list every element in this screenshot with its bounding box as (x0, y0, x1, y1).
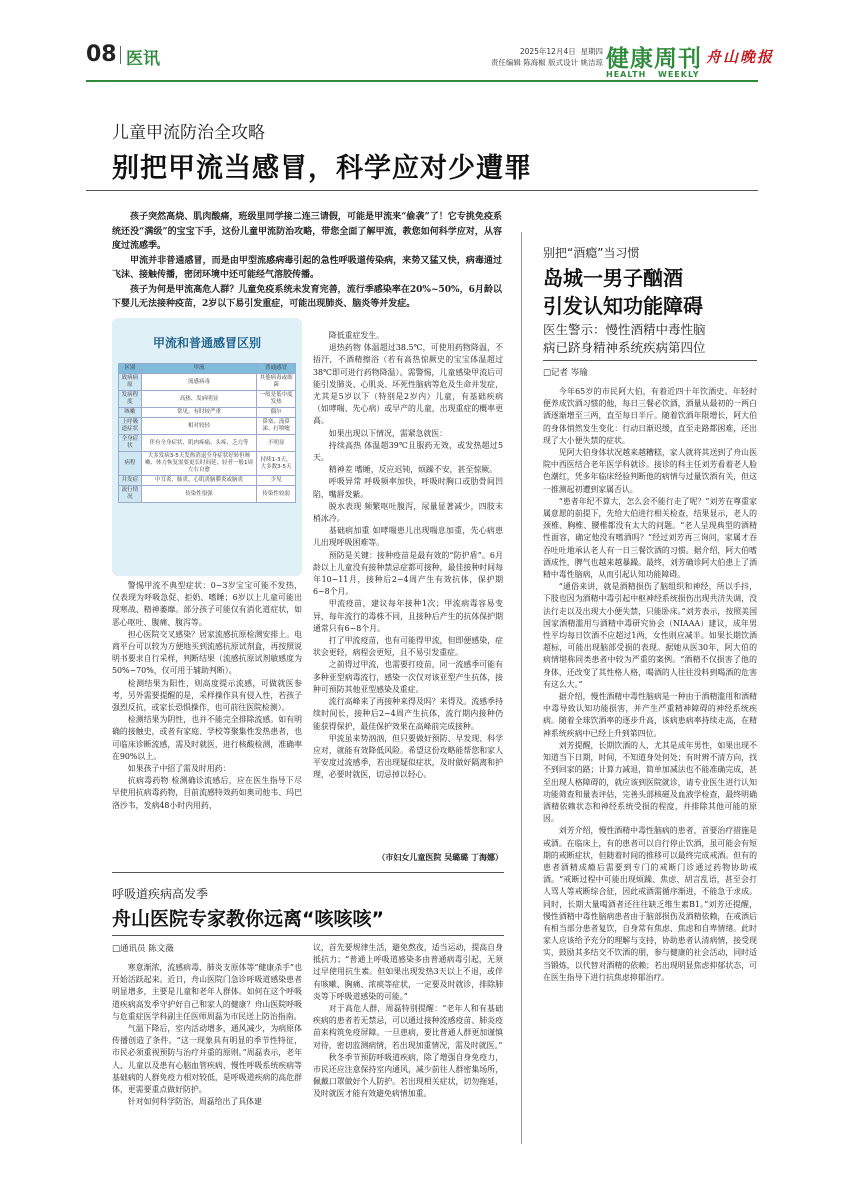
table-row (119, 486, 296, 503)
table-header: 区别 (119, 364, 142, 374)
article3-reporter: □通讯员 陈文薇 (112, 944, 174, 954)
article3-title: 舟山医院专家教你远离“咳咳咳” (112, 908, 384, 930)
table-cell: 上呼吸道症状 (119, 418, 142, 435)
table-cell: 病程 (119, 452, 142, 476)
body-paragraph: 今年65岁的市民阿大伯，有着近四十年饮酒史。年轻时便养成饮酒习惯的他，每日三餐必饮酒，酒量从最初的一两白酒逐渐增至三两，直至每日半斤。随着饮酒年限增长，阿大伯的身体悄然发生变化：行动日渐迟缓，直至走路都困难，还出现了大小便失禁的症状。 (543, 387, 757, 445)
newspaper-logo: 舟山晚报 (706, 48, 775, 66)
editor-credits: 责任编辑 陈海椒 版式设计 姚洁琼 (490, 58, 603, 67)
brand-en-weekly: WEEKLY (658, 70, 700, 79)
body-paragraph: 预防是关键：接种疫苗是最有效的“防护盾”。6月龄以上儿童没有接种禁忌症都可接种，最佳接种时间每年10~11月，接种后2~4周产生有效抗体，保护期6~8个月。 (313, 550, 503, 597)
table-row (119, 418, 296, 435)
article3-kicker: 呼吸道疾病高发季 (112, 887, 209, 901)
table-cell: 相对较轻 (141, 418, 256, 435)
table-cell: 传染性较弱 (257, 486, 296, 503)
table-cell: 全身症状 (119, 435, 142, 452)
brand-title: 健康周刊 (606, 46, 702, 72)
body-paragraph: 寒意渐浓，流感病毒、肺炎支原体等“健康杀手”也开始活跃起来。近日，舟山医院门急诊呼吸道感染患者明显增多，主要是儿童和老年人群体。如何在这个呼吸道疾病高发季守护好自己和家人的健康？舟山医院呼吸与危重症医学科副主任医师周磊为市民送上防治指南。 (112, 963, 302, 1021)
body-paragraph: 甲流疫苗，建议每年接种1次；甲流病毒容易变异，每年流行的毒株不同，且接种后产生的抗体保护期通常只有6~8个月。 (313, 599, 503, 633)
table-row (119, 374, 296, 391)
body-paragraph: 担心医院交叉感染？居家流感抗原检测安排上。电商平台可以较为方便地买到流感抗原试剂盒，再按照说明书要求自行采样，判断结果（流感抗原试剂敏感度为50%~70%，仅可用于辅助判断）。 (112, 629, 302, 676)
body-paragraph: “患者年纪不算大，怎么会不能行走了呢？”刘芳在尊重家属意愿的前提下，先给大伯进行相关检查，结果显示，老人的颈椎、胸椎、腰椎都没有太大的问题。“老人呈现典型的酒精性面容，确定他没有嗜酒吗？”经过刘芳再三询问，家属才吞吞吐吐地承认老人有一日三餐饮酒的习惯。据介绍，阿大伯嗜酒成性，脾气也越来越暴躁。最终，刘芳确诊阿大伯患上了酒精中毒性脑病，从而引起认知功能障碍。 (543, 496, 757, 580)
header-date-line (478, 47, 603, 57)
body-paragraph: 呼吸异常 呼吸频率加快，呼吸时胸口或肋骨间凹陷，嘴唇发紫。 (313, 477, 503, 499)
table-cell: 流行情况 (119, 486, 142, 503)
body-paragraph: 据介绍，慢性酒精中毒性脑病是一种由于酒精滥用和酒精中毒导致认知功能损害，并产生严重精神障碍的神经系统疾病。随着全球饮酒率的逐步升高，该病患病率持续走高，在精神系统疾病中已经上升到第四位。 (543, 692, 757, 738)
body-paragraph: 脱水表现 频繁呕吐腹泻，尿量显著减少，四肢末梢冰冷。 (313, 501, 503, 524)
table-row (119, 452, 296, 476)
table-cell: 传染性很强 (141, 486, 256, 503)
body-paragraph: 针对如何科学防治，周磊给出了具体建 (127, 1097, 262, 1107)
issue-weekday: 星期四 (580, 47, 603, 56)
table-header: 普通感冒 (257, 364, 296, 374)
comparison-table (118, 363, 296, 503)
column-divider (521, 232, 522, 1144)
article3-column-1 (112, 962, 302, 1108)
article3-column-2 (313, 942, 503, 1101)
table-cell: 致病病原 (119, 374, 142, 391)
table-cell: 其他病毒或细菌 (257, 374, 296, 391)
article1-lead (112, 210, 502, 312)
article3-top-rule (112, 872, 504, 873)
body-paragraph: 秋冬季节预防呼吸道疾病，除了增强自身免疫力，市民还应注意保持室内通风，减少前往人群密集场所，佩戴口罩做好个人防护。若出现相关症状，切勿拖延，及时就医才能有效避免病情加重。 (313, 1052, 503, 1099)
table-row (119, 408, 296, 418)
article1-title: 别把甲流当感冒，科学应对少遭罪 (112, 153, 532, 184)
article1-kicker: 儿童甲流防治全攻略 (112, 123, 265, 143)
table-cell: 并发症 (119, 476, 142, 486)
article1-byline: （市妇女儿童医院 吴璐璐 丁海娜） (377, 853, 503, 862)
brand-en-health: HEALTH (606, 70, 647, 79)
article1-column-2 (313, 330, 503, 782)
body-paragraph: 气温下降后，室内活动增多，通风减少，为病原体传播创造了条件。“这一现象具有明显的季节性特征，市民必须重视预防与治疗并重的原则。”周磊表示，老年人、儿童以及患有心脑血管疾病、慢性呼吸系统疾病等基础病的人群免疫力相对较低，是呼吸道疾病的高危群体，更需要重点做好防护。 (112, 1024, 302, 1095)
body-paragraph: “通俗来讲，就是酒精损伤了脑组织和神经，所以手抖，下肢也因为酒精中毒引起中枢神经系统损伤出现共济失调，没法行走以及出现大小便失禁，只能卧床。”刘芳表示，按照美国国家酒精滥用与酒精中毒研究协会（NIAAA）建议，成年男性平均每日饮酒不应超过1两，女性则应减半。如果长期饮酒超标，可能出现脑部受损的表现。据她从医30年，阿大伯的病情堪称同类患者中较为严重的案例。“酒精不仅损害了他的身体，还改变了其性格人格，喝酒的人往往没料到喝酒的危害有这么大。” (543, 582, 757, 689)
lead-paragraph: 孩子突然高烧、肌肉酸痛，班级里同学接二连三请假，可能是甲流来“偷袭”了！它专挑免疫系统还没“满级”的宝宝下手，这份儿童甲流防治攻略，带您全面了解甲流，教您如何科学应对，从容度过流感季。 (112, 212, 502, 251)
body-paragraph: 对于高危人群，周磊特别提醒：“老年人和有基础疾病的患者若无禁忌，可以通过接种流感疫苗、肺炎疫苗来构筑免疫屏障。一旦患病，要比普通人群更加谨慎对待，密切监测病情，若出现加重情况，需及时就医。” (313, 1004, 503, 1050)
article2-rule (543, 360, 757, 361)
body-paragraph: 议，首先要规律生活，避免熬夜，适当运动，提高自身抵抗力；“普通上呼吸道感染多由普通病毒引起，无须过早使用抗生素。但如果出现发热3天以上不退，或伴有咳嗽、胸痛、浓痰等症状，一定要及时就诊，排除肺炎等下呼吸道感染的可能。” (313, 943, 503, 1001)
section-name: 医讯 (126, 49, 160, 69)
header-rule (86, 80, 758, 82)
table-cell: 常见，有时较严重 (141, 408, 256, 418)
comparison-infographic (112, 318, 302, 576)
article2-body (543, 386, 757, 984)
body-paragraph: 警惕甲流不典型症状：0~3岁宝宝可能不发热，仅表现为呼吸急促、拒奶、嗜睡；6岁以上儿童可能出现寒战、精神萎靡。部分孩子可能仅有消化道症状，如恶心呕吐、腹痛、腹泻等。 (112, 581, 302, 627)
table-header-row (119, 364, 296, 374)
table-cell: 中耳炎、肺炎、心肌炎脑膜炎或脑炎 (141, 476, 256, 486)
body-paragraph: 检测结果为阴性，也并不能完全排除流感。如有明确的接触史，或者有家庭、学校等聚集性发热患者，也可临床诊断流感，需及时就医，进行核酸检测，准确率在90%以上。 (112, 715, 302, 761)
table-cell: 鼻塞、流鼻涕、打喷嚏 (257, 418, 296, 435)
body-paragraph: 之前得过甲流，也需要打疫苗，同一流感季可能有多种亚型病毒流行，感染一次仅对该亚型产生抗体，接种可预防其他亚型感染及重症。 (313, 660, 503, 694)
article1-column-1 (112, 580, 302, 812)
body-paragraph: 基础病加重 如哮喘患儿出现喘息加重，先心病患儿出现呼吸困难等。 (313, 526, 503, 548)
header-divider (120, 46, 121, 64)
table-cell: 不明显 (257, 435, 296, 452)
article3-title-rule (112, 935, 504, 936)
body-paragraph: 精神差 嗜睡，反应迟钝，烦躁不安，甚至惊厥。 (328, 465, 498, 475)
table-cell: 一般是低中度发热 (257, 391, 296, 408)
body-paragraph: 打了甲流疫苗，也有可能得甲流，但即便感染，症状会更轻，病程会更短，且不易引发重症。 (313, 636, 503, 658)
table-cell: 持续1-3天，大多数3-5天 (257, 452, 296, 476)
body-paragraph: 如果出现以下情况，需紧急就医： (328, 428, 448, 438)
table-row (119, 391, 296, 408)
article2-title-line1: 岛城一男子酗酒 (543, 266, 683, 290)
table-cell: 咳嗽 (119, 408, 142, 418)
table-cell: 伴有全身症状，肌肉疼痛、头疼、乏力等 (141, 435, 256, 452)
table-row (119, 435, 296, 452)
table-header: 甲流 (141, 364, 256, 374)
issue-date: 2025年12月4日 (519, 47, 576, 56)
table-cell: 大多发病3-5天发热消退全身症状好转但咳嗽、体力恢复需要更长时间延，轻者一般1周左右自愈 (141, 452, 256, 476)
body-paragraph: 持续高热 体温超39℃且服药无效，或发热超过5天。 (313, 440, 503, 463)
body-paragraph: 刘芳介绍，慢性酒精中毒性脑病的患者，首要治疗措施是戒酒。在临床上，有的患者可以自行停止饮酒，虽可能会有短期的戒断症状，但随着时间的推移可以最终完成戒酒。但有的患者酒精成瘾后需要到专门的戒断门诊通过药物协助戒酒。“戒断过程中可能出现烦躁、焦虑、胡言乱语，甚至会打人骂人等戒断综合征，因此戒酒需循序渐进，不能急于求成。同时，长期大量喝酒者还往往缺乏维生素B1。”刘芳还提醒，慢性酒精中毒性脑病患者由于脑部损伤及酒精依赖，在戒酒后有相当部分患者复饮，自身常有焦虑、焦虑和自卑情绪。此时家人应该给予充分的理解与支持，协助患者认清病情，接受现实，鼓励其多结交不饮酒的朋，参与健康的社会活动，同时适当锻炼，以代替对酒精的依赖；若出现明显焦虑抑郁状态，可在医生指导下进行抗焦虑抑郁治疗。 (543, 826, 757, 982)
table-cell: 发病程度 (119, 391, 142, 408)
body-paragraph: 降低重症发生。 (328, 331, 385, 340)
table-cell: 高热、发病明显 (141, 391, 256, 408)
article2-reporter: □记者 岑瑜 (543, 368, 588, 378)
article2-title-line2: 引发认知功能障碍 (543, 294, 703, 318)
lead-paragraph: 甲流并非普通感冒，而是由甲型流感病毒引起的急性呼吸道传染病，来势又猛又快，病毒通过飞沫、接触传播，密闭环境中还可能经气溶胶传播。 (112, 255, 502, 280)
table-row (119, 476, 296, 486)
body-paragraph: 检测结果为阳性，则高度提示流感，可做就医参考，另外需要提醒的是，采样操作具有侵入性，若孩子强烈反抗，或家长恐惧操作，也可前往医院检测）。 (112, 678, 302, 713)
table-cell: 少见 (257, 476, 296, 486)
table-cell: 流感病毒 (141, 374, 256, 391)
body-paragraph: 抗病毒药物 检测确诊流感后，应在医生指导下尽早使用抗病毒药物，目前流感特效药如奥司他韦、玛巴洛沙韦，发病48小时内用药， (112, 776, 302, 810)
article1-title-rule (86, 190, 758, 191)
article2-subtitle-line2: 病已跻身精神系统疾病第四位 (543, 340, 706, 355)
page-number: 08 (86, 42, 117, 67)
body-paragraph: 见阿大伯身体状况越来越糟糕，家人就将其送到了舟山医院中西医结合老年医学科就诊。接诊的科主任刘芳看着老人脸色潮红，凭多年临床经验判断他的病情与过量饮酒有关，但这一推测起初遭到家属否认。 (543, 448, 757, 494)
body-paragraph: 退热药物 体温超过38.5℃，可使用药物降温，不捂汗，不酒精擦浴（若有高热惊厥史的宝宝体温超过38℃即可进行药物降温）。需警惕，儿童感染甲流后可能引发肺炎、心肌炎、坏死性脑病等危及生命并发症，尤其是5岁以下（特别是2岁内）儿童，有基础疾病（如哮喘、先心病）或早产的儿童，出现重症的概率更高。 (313, 343, 503, 426)
article2-subtitle-line1: 医生警示：慢性酒精中毒性脑 (543, 322, 706, 337)
infographic-title: 甲流和普通感冒区别 (152, 336, 261, 350)
body-paragraph: 刘芳提醒，长期饮酒的人，尤其是成年男性，如果出现不知道当下日期，时间，不知道身处何处；有时辨不清方向，找不到回家的路；计算力减退，简单加减法也不能准确完成，甚至出现人格障碍的，就应该到医院就诊，请专业医生进行认知功能筛查和量表评估，完善头部核磁及血液学检查，最终明确酒精依赖状态和神经系统受损的程度，并排除其他可能的原因。 (543, 740, 757, 824)
body-paragraph: 流行高峰来了再接种来得及吗？来得及。流感季持续时间长，接种后2~4周产生抗体，流行期内接种仍能获得保护，最佳保护效果在高峰前完成接种。 (313, 697, 503, 731)
body-paragraph: 甲流虽来势汹汹，但只要做好预防、早发现、科学应对，就能有效降低风险。希望这份攻略能帮您和家人平安度过流感季，若出现疑似症状，及时做好隔离和护理，必要时就医，切忌掉以轻心。 (313, 733, 503, 780)
body-paragraph: 如果孩子中招了需及时用药： (127, 764, 231, 774)
table-cell: 偶尔 (257, 408, 296, 418)
lead-paragraph: 孩子为何是甲流高危人群？儿童免疫系统未发育完善，流行季感染率在20%~50%，6月龄以下婴儿无法接种疫苗，2岁以下易引发重症，可能出现肺炎、脑炎等并发症。 (112, 284, 502, 309)
article2-kicker: 别把“酒瘾”当习惯 (543, 246, 640, 260)
